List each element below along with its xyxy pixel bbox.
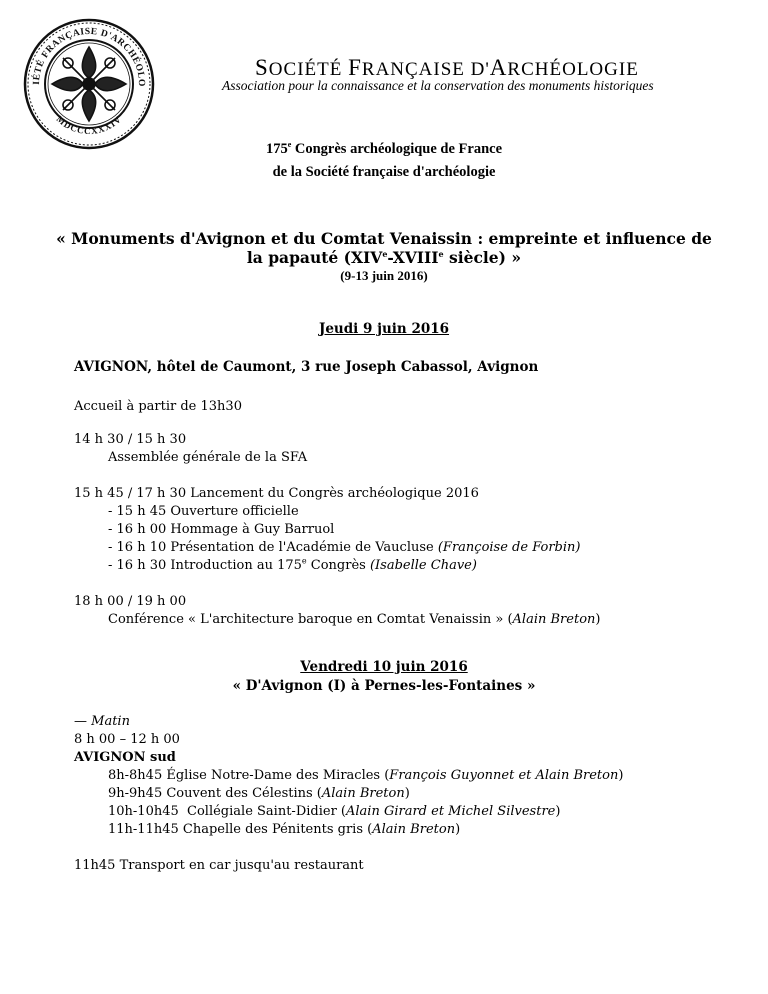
visit-text: 10h-10h45 Collégiale Saint-Didier ( (108, 804, 346, 819)
day2-visit (108, 768, 623, 783)
visit-text: 11h-11h45 Chapelle des Pénitents gris ( (108, 822, 373, 837)
visit-speaker: Alain Breton (372, 822, 456, 837)
day2-place: AVIGNON sud (74, 750, 176, 765)
item-text: - 15 h 45 Ouverture officielle (108, 504, 299, 519)
item-text: Congrès (306, 558, 370, 573)
day2-time: 8 h 00 – 12 h 00 (74, 732, 180, 747)
item-text: - 16 h 30 Introduction au 175 (108, 558, 302, 573)
theme-sup1: e (382, 248, 388, 259)
day2-period: — Matin (74, 714, 130, 729)
item-speaker: Alain Breton (512, 612, 596, 627)
org-name-part: OCIÉTÉ (268, 59, 349, 80)
item-speaker: (Françoise de Forbin) (437, 540, 581, 555)
day2-transport: 11h45 Transport en car jusqu'au restaurant (74, 858, 364, 873)
theme-line2-a: la papauté (XIV (246, 248, 383, 267)
org-name-part: A (489, 55, 508, 80)
day1-slot2-item (108, 522, 334, 537)
visit-close: ) (618, 768, 624, 783)
day1-slot2-item (108, 504, 299, 519)
theme-sup2: e (438, 248, 444, 259)
theme-line2 (0, 248, 768, 267)
theme-line1: « Monuments d'Avignon et du Comtat Venaissin : empreinte et influence de (56, 229, 712, 248)
day1-slot1-item: Assemblée générale de la SFA (108, 450, 308, 465)
congress-title-rest: Congrès archéologique de France (291, 141, 503, 157)
day1-title: Jeudi 9 juin 2016 (318, 321, 450, 337)
seal-top-text: IÉTÉ FRANÇAISE D'ARCHÉOLO (31, 26, 147, 88)
day1-slot2-item-last (108, 558, 477, 573)
visit-close: ) (404, 786, 410, 801)
visit-text: 9h-9h45 Couvent des Célestins ( (108, 786, 322, 801)
day1-slot3-time: 18 h 00 / 19 h 00 (74, 594, 187, 609)
theme-dates: (9-13 juin 2016) (340, 268, 428, 283)
congress-number: 175 (265, 141, 288, 157)
item-sup: e (301, 556, 307, 566)
day1-welcome: Accueil à partir de 13h30 (74, 399, 242, 414)
item-text: - 16 h 10 Présentation de l'Académie de Vaucluse (108, 540, 438, 555)
congress-title-line1 (0, 141, 768, 158)
seal-emblem-icon (22, 17, 156, 151)
visit-close: ) (455, 822, 461, 837)
theme-line2-b: -XVIII (387, 248, 439, 267)
society-seal-logo (22, 17, 156, 151)
visit-speaker: François Guyonnet et Alain Breton (389, 768, 619, 783)
organization-subtitle: Association pour la connaissance et la conservation des monuments historiques (222, 78, 654, 93)
org-name-part: RANÇAISE D' (361, 59, 490, 80)
org-name-part: S (255, 55, 269, 80)
day2-subtitle: « D'Avignon (I) à Pernes-les-Fontaines » (232, 678, 536, 694)
seal-bottom-text: MDCCCXXXIV (54, 113, 124, 137)
org-name-part: RCHÉOLOGIE (507, 59, 639, 80)
theme-line2-c: siècle) » (443, 248, 522, 267)
item-text: Conférence « L'architecture baroque en Comtat Venaissin » ( (108, 612, 513, 627)
svg-text:SOCIÉTÉ FRANÇAISE D'ARCHÉOLOGI (22, 17, 146, 87)
visit-speaker: Alain Girard et Michel Silvestre (346, 804, 556, 819)
day1-slot2-line: 15 h 45 / 17 h 30 Lancement du Congrès archéologique 2016 (74, 486, 479, 501)
congress-number-sup: e (287, 140, 292, 150)
day2-visit (108, 786, 410, 801)
item-speaker: (Isabelle Chave) (369, 558, 477, 573)
visit-close: ) (555, 804, 561, 819)
day1-slot1-time: 14 h 30 / 15 h 30 (74, 432, 187, 447)
day2-title: Vendredi 10 juin 2016 (300, 659, 468, 675)
item-text: ) (595, 612, 601, 627)
day1-slot3-item (108, 612, 600, 627)
visit-text: 8h-8h45 Église Notre-Dame des Miracles ( (108, 768, 390, 783)
congress-title-line2: de la Société française d'archéologie (272, 164, 496, 180)
org-name-part: F (348, 55, 362, 80)
day2-visit (108, 804, 560, 819)
day1-slot2-item (108, 540, 580, 555)
visit-speaker: Alain Breton (321, 786, 405, 801)
day1-location: AVIGNON, hôtel de Caumont, 3 rue Joseph Cabassol, Avignon (74, 359, 539, 375)
item-text: - 16 h 00 Hommage à Guy Barruol (108, 522, 335, 537)
day2-visit (108, 822, 460, 837)
